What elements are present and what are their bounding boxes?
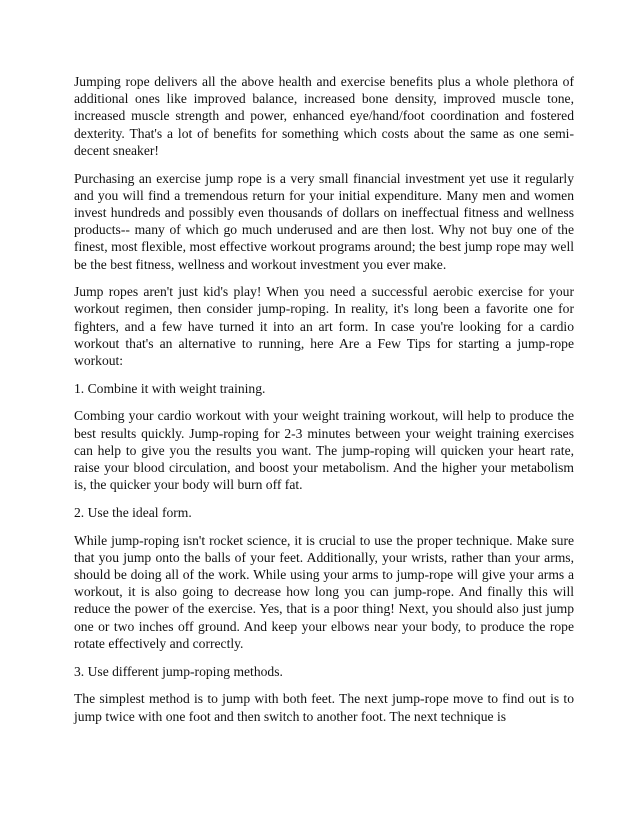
- paragraph-ideal-form: While jump-roping isn't rocket science, it is crucial to use the proper technique. Make sure that you jump onto the balls of your feet. Additionally, your wrists, rather than your arms, should be doing all of the work. While using your arms to jump-rope will give your arms a workout, it is also going to decrease how long you can jump-rope. And finally this will reduce the power of the exercise. Yes, that is a poor thing! Next, you should also just jump one or two inches off ground. And keep your elbows near your body, to produce the rope rotate effectively and correctly.: [74, 532, 574, 651]
- paragraph-investment: Purchasing an exercise jump rope is a very small financial investment yet use it regularly and you will find a tremendous return for your initial expenditure. Many men and women invest hundreds and possibly even thousands of dollars on ineffectual fitness and wellness products-- many of which go much underused and are then lost. Why not buy one of the finest, most flexible, most effective workout programs around; the best jump rope may well be the best fitness, wellness and workout investment you ever make.: [74, 170, 574, 272]
- paragraph-methods: The simplest method is to jump with both feet. The next jump-rope move to find out is to jump twice with one foot and then switch to another foot. The next technique is: [74, 691, 574, 724]
- paragraph-intro-tips: Jump ropes aren't just kid's play! When you need a successful aerobic exercise for your workout regimen, then consider jump-roping. In reality, it's long been a favorite one for fighters, and a few have turned it into an art form. In case you're looking for a cardio workout that's an alternative to running, here Are a Few Tips for starting a jump-rope workout:: [74, 284, 574, 369]
- tip-heading-1: 1. Combine it with weight training.: [74, 380, 266, 396]
- paragraph-benefits: Jumping rope delivers all the above health and exercise benefits plus a whole plethora of additional ones like improved balance, increased bone density, improved muscle tone, increased muscle strength and power, enhanced eye/hand/foot coordination and fostered dexterity. That's a lot of benefits for something which costs about the same as one semi-decent sneaker!: [74, 74, 574, 158]
- document-page: [74, 73, 574, 725]
- paragraph-weight-training: Combing your cardio workout with your weight training workout, will help to produce the best results quickly. Jump-roping for 2-3 minutes between your weight training exercises can help to give you the results you want. The jump-roping will quicken your heart rate, raise your blood circulation, and boost your metabolism. And the higher your metabolism is, the quicker your body will burn off fat.: [74, 408, 574, 493]
- tip-heading-2: 2. Use the ideal form.: [74, 504, 192, 520]
- tip-heading-3: 3. Use different jump-roping methods.: [74, 663, 283, 679]
